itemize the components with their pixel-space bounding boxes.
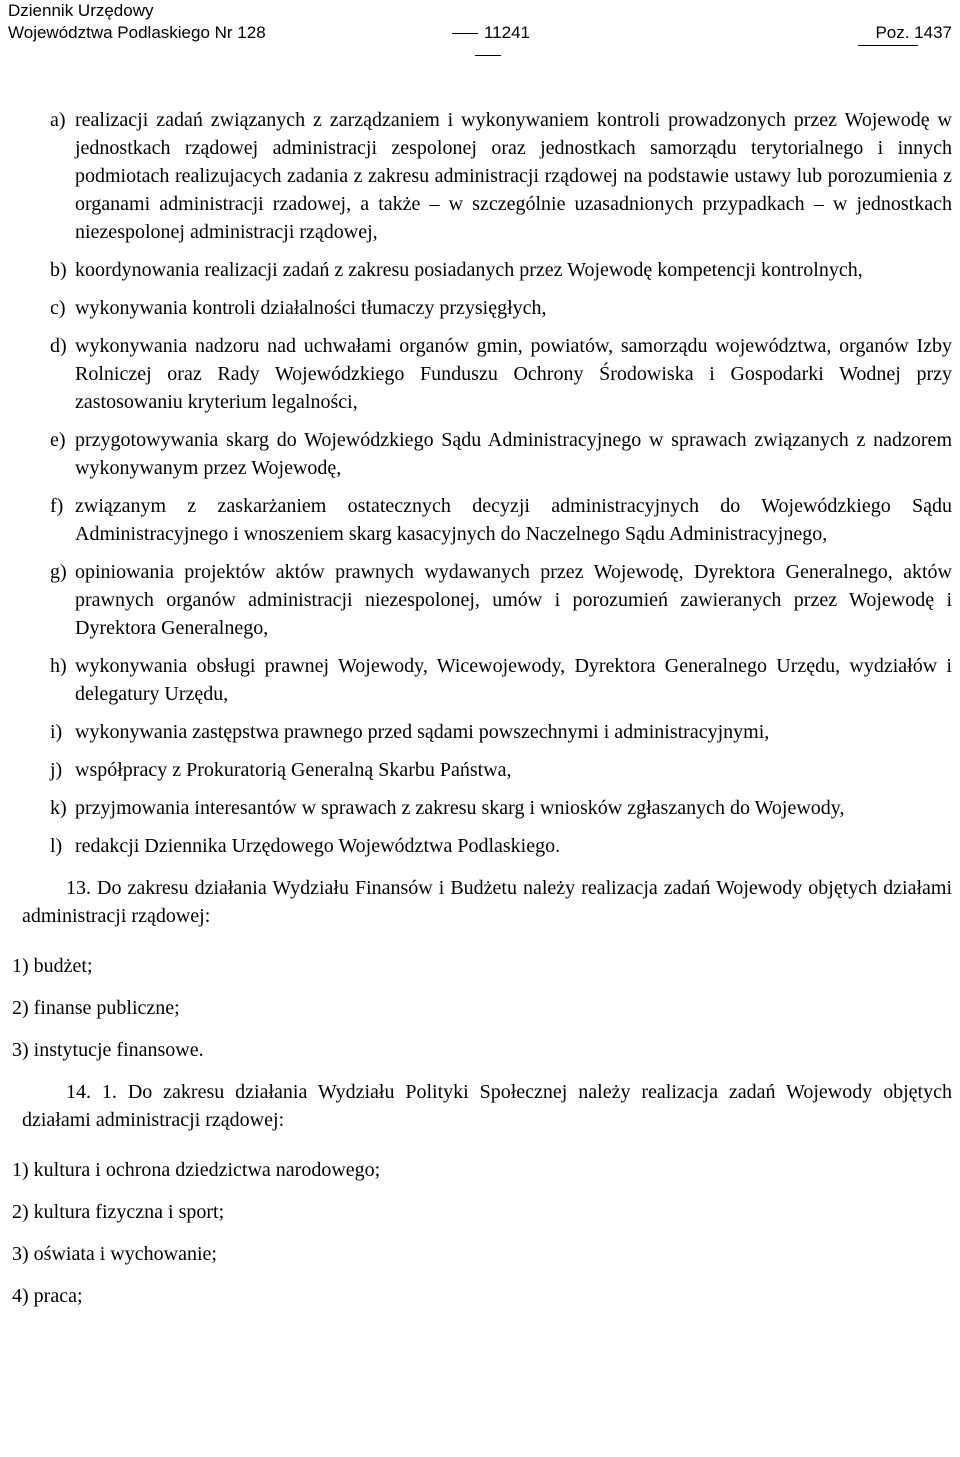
list-item	[0, 794, 960, 822]
list-item-text: wykonywania zastępstwa prawnego przed sądami powszechnymi i administracyjnymi,	[75, 721, 770, 743]
numbered-item: 3) instytucje finansowe.	[12, 1039, 204, 1061]
list-item-text: koordynowania realizacji zadań z zakresu posiadanych przez Wojewodę kompetencji kontrolnych,	[75, 259, 863, 281]
section-13-paragraph: 13. Do zakresu działania Wydziału Finansów i Budżetu należy realizacja zadań Wojewody objętych działami administracji rządowej:	[22, 877, 952, 927]
page-header	[8, 0, 952, 48]
list-item	[0, 558, 960, 642]
numbered-item: 4) praca;	[12, 1285, 83, 1307]
list-item-text: współpracy z Prokuratorią Generalną Skarbu Państwa,	[75, 759, 512, 781]
list-item-marker: b)	[50, 259, 67, 281]
list-item-text: przyjmowania interesantów w sprawach z zakresu skarg i wniosków zgłaszanych do Wojewody,	[75, 797, 845, 819]
list-item-marker: h)	[50, 655, 67, 677]
list-item-text: opiniowania projektów aktów prawnych wydawanych przez Wojewodę, Dyrektora Generalnego, aktów prawnych organów administracji niezespolonej, umów i porozumień zawieranych przez Wojewodę i Dyrektora Generalnego,	[75, 561, 952, 639]
list-item-text: wykonywania kontroli działalności tłumaczy przysięgłych,	[75, 297, 547, 319]
dash-right	[475, 55, 501, 56]
page-number	[433, 22, 543, 66]
numbered-item: 2) finanse publiczne;	[12, 997, 180, 1019]
list-item-marker: f)	[50, 495, 64, 517]
list-item	[0, 652, 960, 708]
header-underline	[858, 45, 918, 46]
list-item	[0, 426, 960, 482]
list-item-marker: d)	[50, 335, 67, 357]
list-item-text: realizacji zadań związanych z zarządzaniem i wykonywaniem kontroli prowadzonych przez Wojewodę w jednostkach rządowej administracji zespolonej oraz jednostkach samorządu terytorialnego i innych podmiotach realizujacych zadania z zakresu administracji rządowej na podstawie ustawy lub porozumienia z organami administracji rzadowej, a także – w szczególnie uzasadnionych przypadkach – w jednostkach niezespolonej administracji rządowej,	[75, 109, 952, 243]
list-item-marker: c)	[50, 297, 66, 319]
list-item-marker: a)	[50, 109, 66, 131]
dash-left	[452, 33, 478, 34]
journal-subtitle: Województwa Podlaskiego Nr 128	[8, 23, 266, 42]
list-item	[0, 332, 960, 416]
section-13-list	[0, 952, 960, 1064]
section-14-list	[0, 1156, 960, 1310]
list-item-marker: g)	[50, 561, 67, 583]
numbered-item: 2) kultura fizyczna i sport;	[12, 1201, 225, 1223]
list-item-marker: e)	[50, 429, 66, 451]
list-item-marker: k)	[50, 797, 67, 819]
list-item	[0, 106, 960, 246]
list-item	[0, 718, 960, 746]
list-item	[0, 256, 960, 284]
numbered-item: 3) oświata i wychowanie;	[12, 1243, 217, 1265]
list-item-marker: l)	[50, 835, 63, 857]
list-item	[0, 294, 960, 322]
list-item	[0, 756, 960, 784]
list-item-marker: i)	[50, 721, 63, 743]
section-14-paragraph: 14. 1. Do zakresu działania Wydziału Polityki Społecznej należy realizacja zadań Wojewody objętych działami administracji rządowej:	[22, 1081, 952, 1131]
journal-title: Dziennik Urzędowy	[8, 1, 154, 20]
position-number: Poz. 1437	[875, 23, 952, 42]
list-item-text: redakcji Dziennika Urzędowego Województwa Podlaskiego.	[75, 835, 561, 857]
list-item-text: wykonywania nadzoru nad uchwałami organów gmin, powiatów, samorządu województwa, organów Izby Rolniczej oraz Rady Wojewódzkiego Funduszu Ochrony Środowiska i Gospodarki Wodnej przy zastosowaniu kryterium legalności,	[75, 335, 952, 413]
document-body	[0, 106, 960, 1324]
numbered-item: 1) kultura i ochrona dziedzictwa narodowego;	[12, 1159, 381, 1181]
list-item	[0, 492, 960, 548]
numbered-item: 1) budżet;	[12, 955, 93, 977]
list-item-text: wykonywania obsługi prawnej Wojewody, Wicewojewody, Dyrektora Generalnego Urzędu, wydziałów i delegatury Urzędu,	[75, 655, 952, 705]
page-number-text: 11241	[483, 23, 530, 42]
list-item-marker: j)	[50, 759, 63, 781]
list-item-text: przygotowywania skarg do Wojewódzkiego Sądu Administracyjnego w sprawach związanych z nadzorem wykonywanym przez Wojewodę,	[75, 429, 952, 479]
list-item	[0, 832, 960, 860]
list-item-text: związanym z zaskarżaniem ostatecznych decyzji administracyjnych do Wojewódzkiego Sądu Administracyjnego i wnoszeniem skarg kasacyjnych do Naczelnego Sądu Administracyjnego,	[75, 495, 952, 545]
section-12-list	[0, 106, 960, 860]
